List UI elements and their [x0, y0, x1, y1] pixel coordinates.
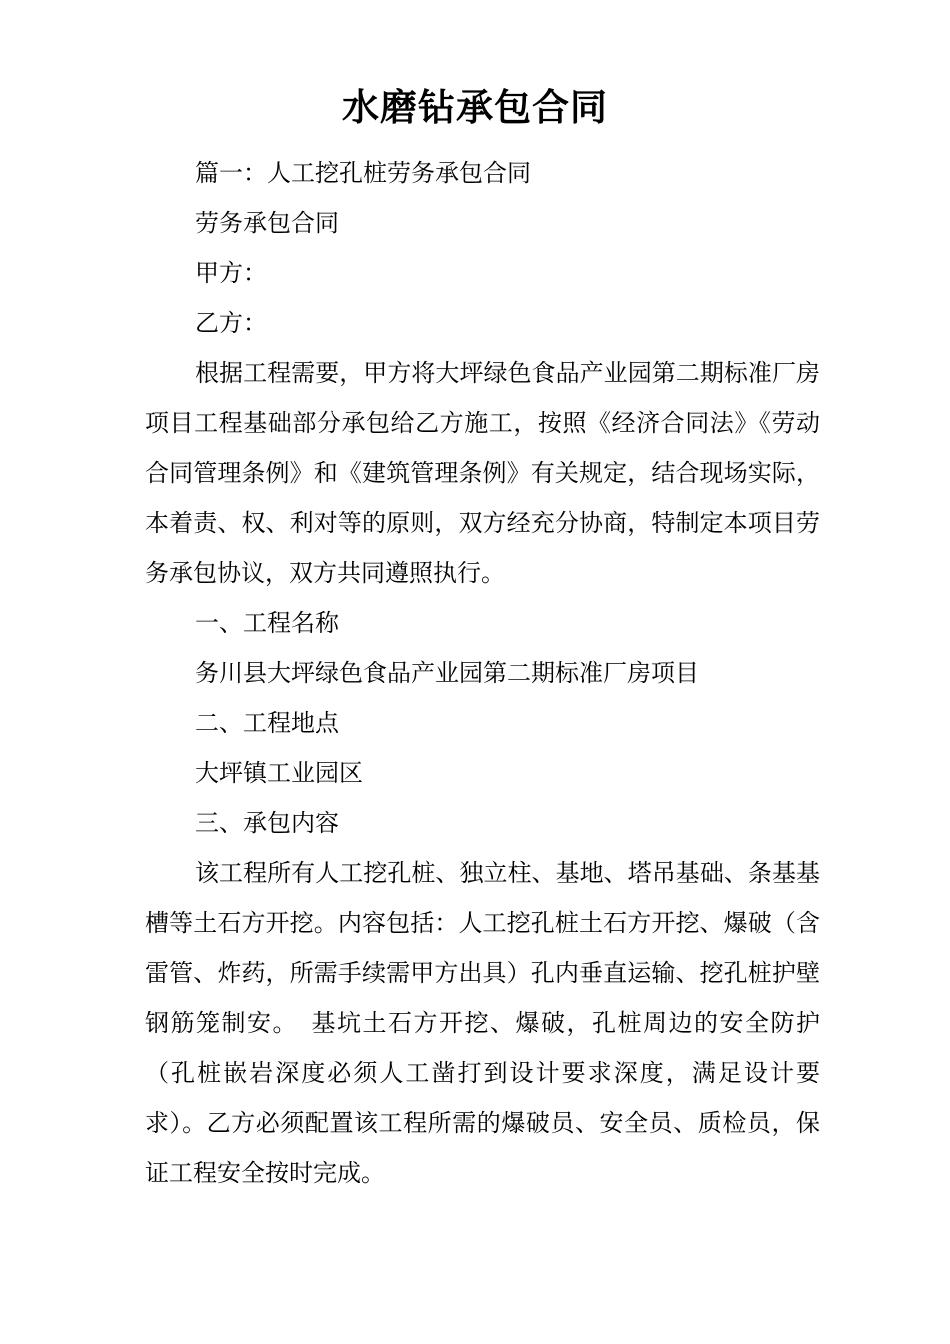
- paragraph-section-heading: 篇一：人工挖孔桩劳务承包合同: [195, 159, 531, 187]
- heading-contract-scope: 三、承包内容: [195, 809, 339, 837]
- heading-project-name: 一、工程名称: [195, 609, 339, 637]
- document-title: 水磨钻承包合同: [342, 85, 608, 129]
- document-body: [145, 148, 820, 1198]
- paragraph-party-b: 乙方：: [195, 309, 267, 337]
- paragraph-project-name: 务川县大坪绿色食品产业园第二期标准厂房项目: [195, 659, 699, 687]
- paragraph-contract-name: 劳务承包合同: [195, 209, 339, 237]
- heading-project-location: 二、工程地点: [195, 709, 339, 737]
- paragraph-project-location: 大坪镇工业园区: [195, 759, 363, 787]
- paragraph-preamble: 根据工程需要，甲方将大坪绿色食品产业园第二期标准厂房项目工程基础部分承包给乙方施工，按照《经济合同法》《劳动合同管理条例》和《建筑管理条例》有关规定，结合现场实际，本着责、权、利对等的原则，双方经充分协商，特制定本项目劳务承包协议，双方共同遵照执行。: [145, 359, 820, 587]
- paragraph-contract-scope: 该工程所有人工挖孔桩、独立柱、基地、塔吊基础、条基基槽等土石方开挖。内容包括：人工挖孔桩土石方开挖、爆破（含雷管、炸药，所需手续需甲方出具）孔内垂直运输、挖孔桩护壁钢筋笼制安。 基坑土石方开挖、爆破，孔桩周边的安全防护（孔桩嵌岩深度必须人工凿打到设计要求深度，满足设计要求）。乙方必须配置该工程所需的爆破员、安全员、质检员，保证工程安全按时完成。: [145, 859, 820, 1187]
- paragraph-party-a: 甲方：: [195, 259, 267, 287]
